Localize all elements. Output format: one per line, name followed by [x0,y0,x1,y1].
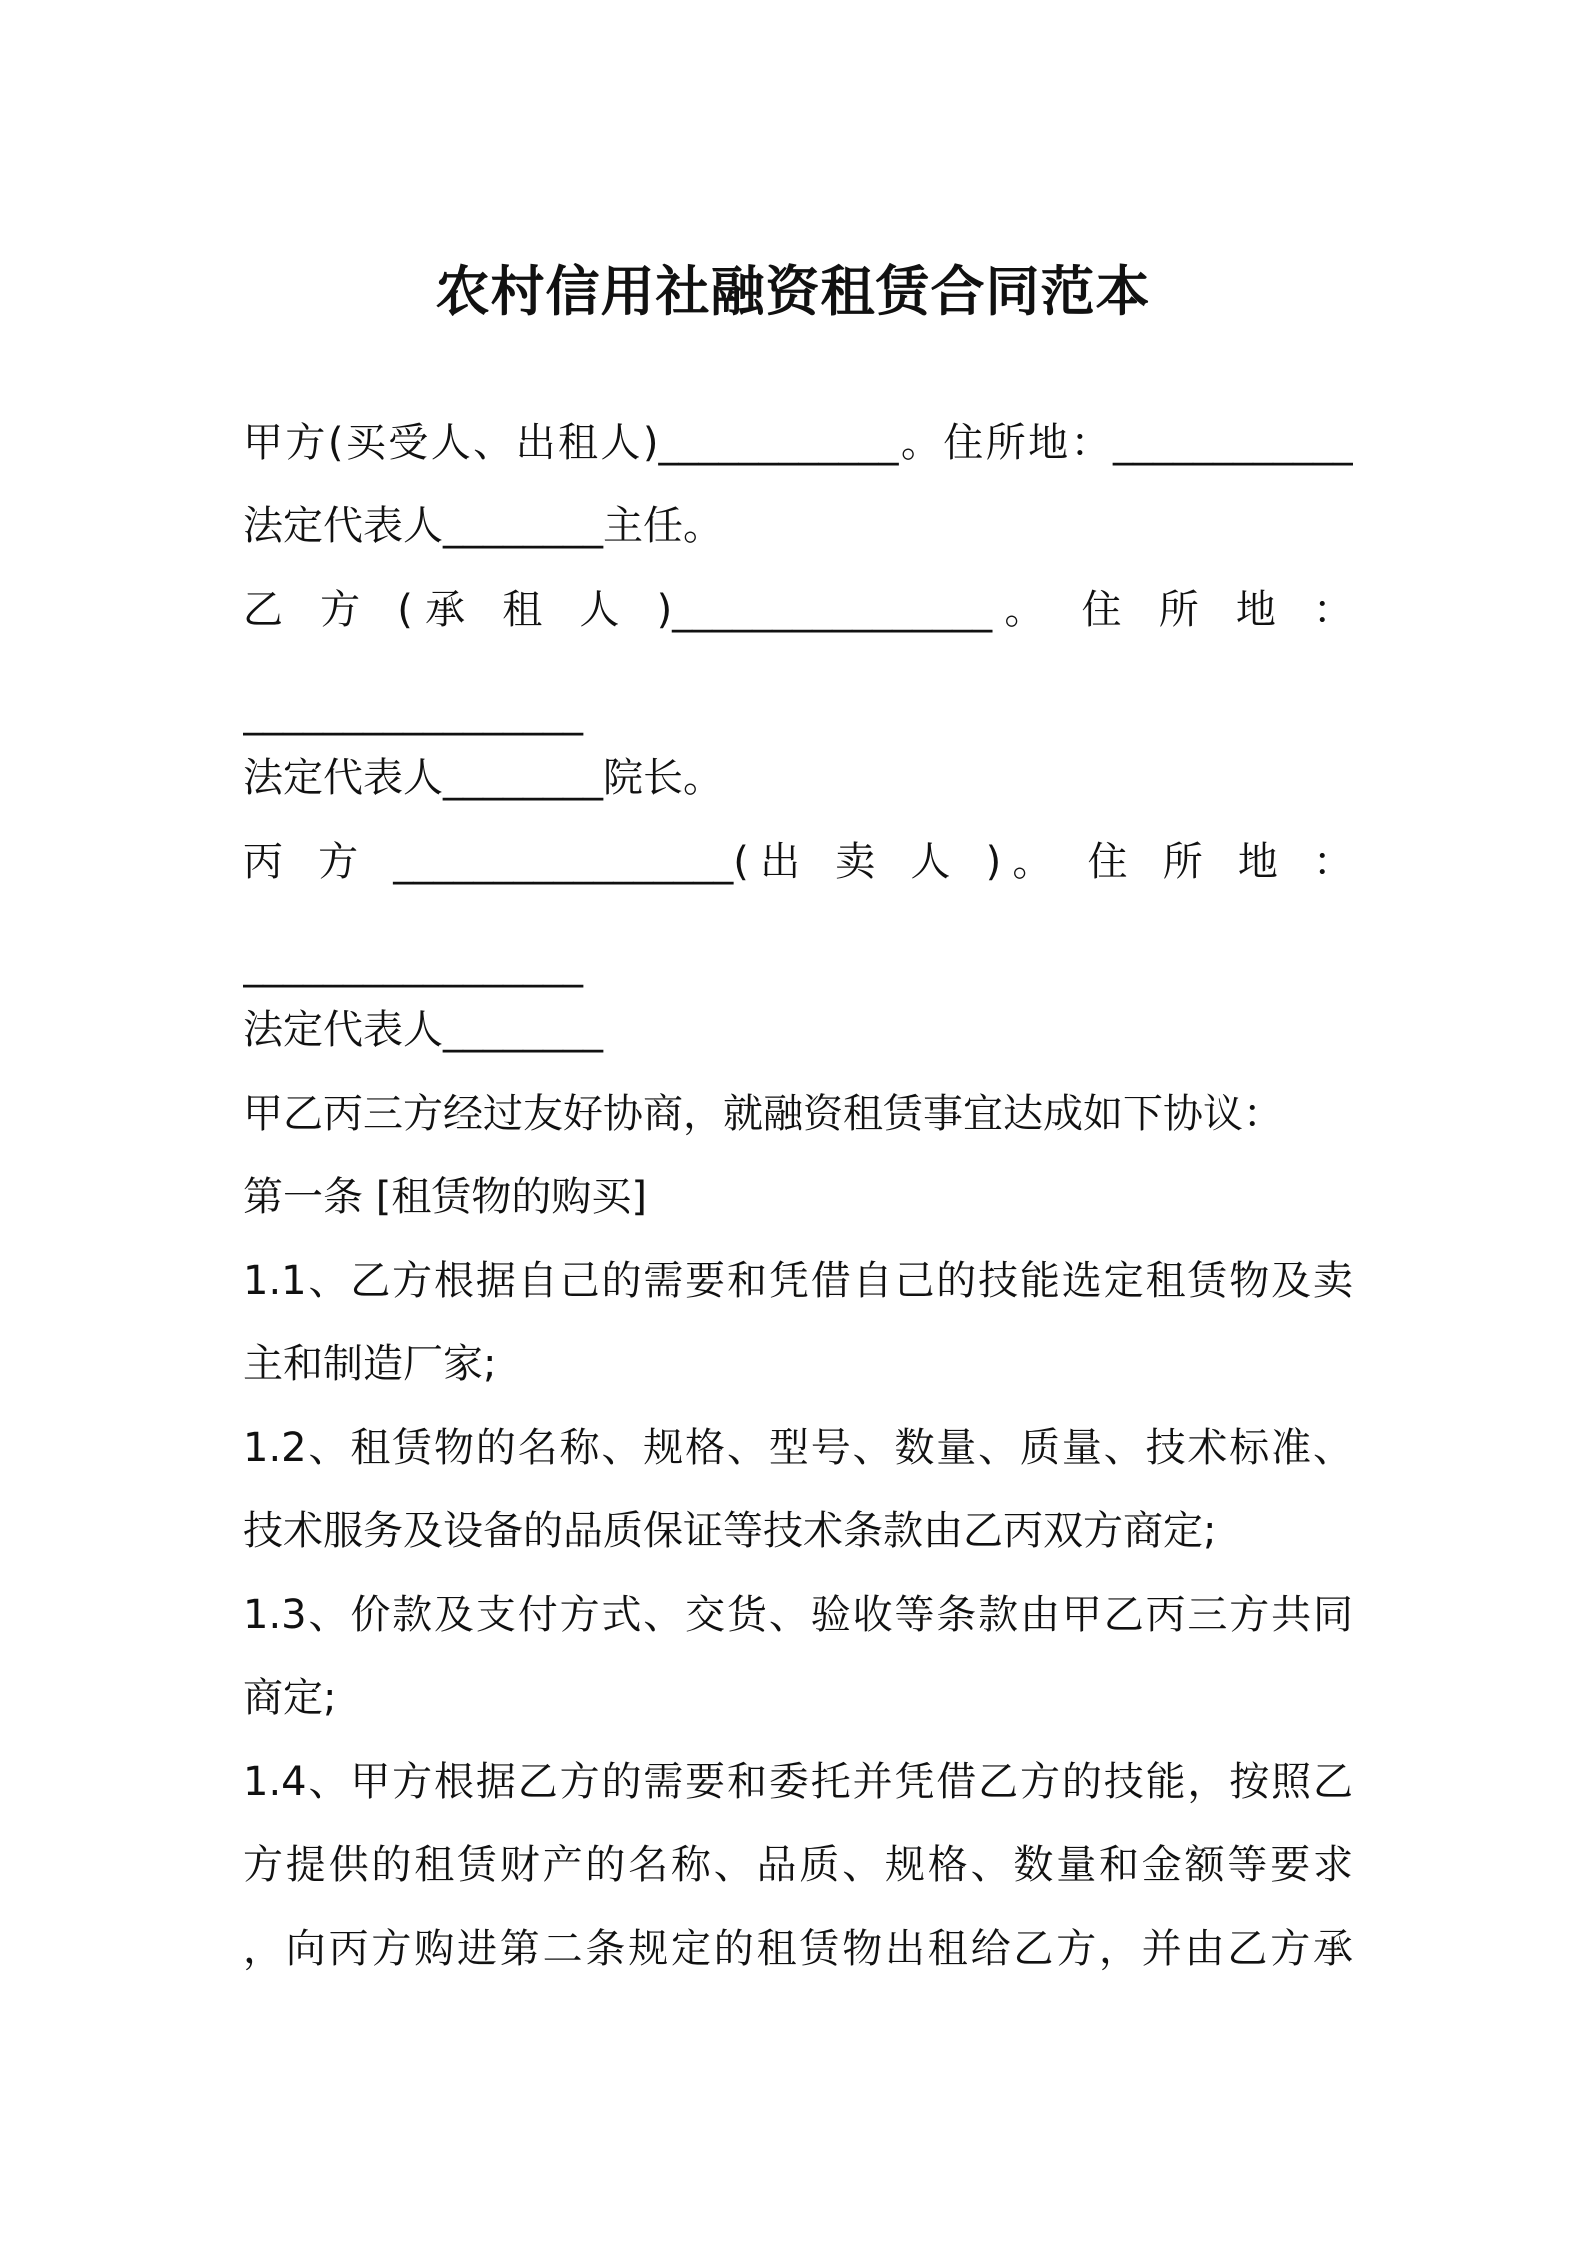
party-a-line: 甲方(买受人、出租人)____________。住所地：____________ [243,420,1353,466]
clause-1-2-line-2: 技术服务及设备的品质保证等技术条款由乙丙双方商定; [243,1508,1217,1554]
party-c-address-blank: _________________ [243,942,583,988]
document-title: 农村信用社融资租赁合同范本 [435,260,1151,323]
clause-1-1-line-2: 主和制造厂家; [243,1341,497,1387]
article-one-heading: 第一条 [租赁物的购买] [243,1174,647,1220]
party-a-representative: 法定代表人________主任。 [243,503,723,549]
party-c-representative: 法定代表人________ [243,1007,603,1053]
party-c-line: 丙 方 _________________(出 卖 人 )。 住 所 地 ： [243,839,1353,885]
party-b-address-blank: _________________ [243,690,583,736]
clause-1-4-line-2: 方提供的租赁财产的名称、品质、规格、数量和金额等要求 [243,1842,1353,1888]
party-b-line: 乙 方 (承 租 人 )________________。 住 所 地 ： [243,587,1353,633]
clause-1-1-line-1: 1.1、乙方根据自己的需要和凭借自己的技能选定租赁物及卖 [243,1258,1353,1304]
clause-1-2-line-1: 1.2、租赁物的名称、规格、型号、数量、质量、技术标准、 [243,1425,1353,1471]
agreement-intro: 甲乙丙三方经过友好协商，就融资租赁事宜达成如下协议： [243,1091,1283,1137]
clause-1-3-line-1: 1.3、价款及支付方式、交货、验收等条款由甲乙丙三方共同 [243,1592,1353,1638]
clause-1-3-line-2: 商定; [243,1675,337,1721]
clause-1-4-line-1: 1.4、甲方根据乙方的需要和委托并凭借乙方的技能，按照乙 [243,1759,1353,1805]
party-b-representative: 法定代表人________院长。 [243,755,723,801]
clause-1-4-line-3: ，向丙方购进第二条规定的租赁物出租给乙方，并由乙方承 [243,1926,1353,1972]
